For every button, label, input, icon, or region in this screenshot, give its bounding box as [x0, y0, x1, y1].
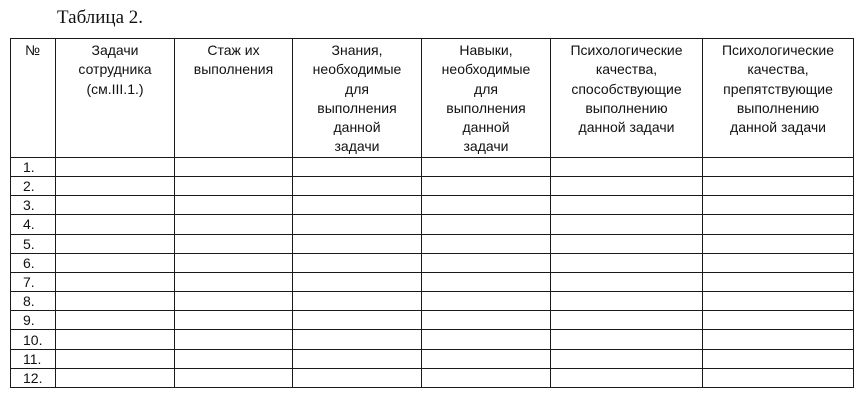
empty-cell [703, 292, 854, 311]
header-line: выполнению [585, 99, 668, 116]
empty-cell [422, 234, 551, 253]
header-line: препятствующие [723, 80, 833, 97]
empty-cell [703, 215, 854, 234]
table-row [11, 234, 854, 253]
header-line: выполнения [193, 61, 274, 78]
row-number: 8. [11, 292, 56, 311]
empty-cell [56, 176, 175, 195]
empty-cell [56, 292, 175, 311]
empty-cell [56, 272, 175, 291]
empty-cell [175, 234, 293, 253]
empty-cell [551, 253, 703, 272]
empty-cell [422, 196, 551, 215]
empty-cell [56, 349, 175, 368]
empty-cell [56, 330, 175, 349]
empty-cell [56, 234, 175, 253]
empty-cell [56, 368, 175, 387]
empty-cell [293, 253, 422, 272]
col-header-hindering-qualities [703, 39, 854, 158]
empty-cell [56, 157, 175, 176]
col-header-knowledge [293, 39, 422, 158]
header-line: для [345, 80, 369, 97]
empty-cell [422, 292, 551, 311]
empty-cell [422, 176, 551, 195]
row-number: 10. [11, 330, 56, 349]
empty-cell [175, 311, 293, 330]
empty-cell [175, 253, 293, 272]
empty-cell [293, 215, 422, 234]
empty-cell [175, 176, 293, 195]
empty-cell [175, 368, 293, 387]
empty-cell [56, 215, 175, 234]
row-number: 4. [11, 215, 56, 234]
empty-cell [293, 349, 422, 368]
empty-cell [703, 330, 854, 349]
header-line: необходимые [441, 61, 531, 78]
empty-cell [551, 349, 703, 368]
empty-cell [551, 157, 703, 176]
empty-cell [175, 330, 293, 349]
empty-cell [175, 349, 293, 368]
row-number: 6. [11, 253, 56, 272]
table-row [11, 215, 854, 234]
table-row [11, 157, 854, 176]
empty-cell [551, 292, 703, 311]
header-line: сотрудника [78, 61, 152, 78]
header-line: Навыки, [459, 42, 513, 58]
header-line: № [25, 42, 41, 58]
table-row [11, 368, 854, 387]
row-number: 9. [11, 311, 56, 330]
table-caption: Таблица 2. [57, 7, 144, 28]
empty-cell [422, 157, 551, 176]
empty-cell [703, 196, 854, 215]
empty-cell [551, 234, 703, 253]
empty-cell [422, 253, 551, 272]
header-line: данной [333, 119, 381, 136]
empty-cell [175, 272, 293, 291]
empty-cell [175, 157, 293, 176]
empty-cell [56, 311, 175, 330]
table-row [11, 253, 854, 272]
empty-cell [551, 176, 703, 195]
empty-cell [422, 330, 551, 349]
empty-cell [175, 196, 293, 215]
header-line: Психологические [721, 42, 835, 58]
row-number: 3. [11, 196, 56, 215]
empty-cell [551, 215, 703, 234]
empty-cell [293, 311, 422, 330]
empty-cell [175, 215, 293, 234]
row-number: 12. [11, 368, 56, 387]
header-row [11, 39, 854, 158]
table-row [11, 292, 854, 311]
empty-cell [293, 196, 422, 215]
empty-cell [551, 196, 703, 215]
empty-cell [703, 311, 854, 330]
table-body [11, 157, 854, 387]
header-line: данной [462, 119, 510, 136]
empty-cell [293, 330, 422, 349]
row-number: 7. [11, 272, 56, 291]
header-line: Психологические [570, 42, 683, 58]
header-line: выполнению [736, 99, 820, 116]
empty-cell [551, 272, 703, 291]
col-header-skills [422, 39, 551, 158]
row-number: 2. [11, 176, 56, 195]
empty-cell [293, 292, 422, 311]
empty-cell [422, 272, 551, 291]
empty-cell [56, 253, 175, 272]
table-row [11, 196, 854, 215]
header-line: задачи [463, 138, 509, 155]
empty-cell [175, 292, 293, 311]
empty-cell [703, 176, 854, 195]
empty-cell [293, 176, 422, 195]
empty-cell [422, 349, 551, 368]
empty-cell [551, 311, 703, 330]
empty-cell [703, 234, 854, 253]
empty-cell [56, 196, 175, 215]
row-number: 1. [11, 157, 56, 176]
empty-cell [551, 330, 703, 349]
table-row [11, 330, 854, 349]
header-line: Стаж их [207, 42, 260, 58]
empty-cell [422, 215, 551, 234]
empty-cell [703, 349, 854, 368]
data-table [10, 38, 854, 388]
col-header-experience [175, 39, 293, 158]
table-row [11, 349, 854, 368]
empty-cell [422, 368, 551, 387]
header-line: Задачи [91, 42, 139, 58]
empty-cell [293, 368, 422, 387]
table-row [11, 272, 854, 291]
header-line: данной задачи [730, 119, 826, 136]
table-row [11, 176, 854, 195]
col-header-helping-qualities [551, 39, 703, 158]
header-line: для [474, 80, 498, 97]
row-number: 5. [11, 234, 56, 253]
empty-cell [703, 253, 854, 272]
header-line: качества, [747, 61, 809, 78]
header-line: качества, [595, 61, 658, 78]
empty-cell [703, 157, 854, 176]
empty-cell [422, 311, 551, 330]
col-header-tasks [56, 39, 175, 158]
empty-cell [293, 234, 422, 253]
empty-cell [293, 272, 422, 291]
header-line: (см.III.1.) [86, 80, 144, 97]
empty-cell [703, 368, 854, 387]
header-line: способствующие [571, 80, 682, 97]
header-line: Знания, [331, 42, 383, 58]
empty-cell [551, 368, 703, 387]
header-line: выполнения [446, 99, 526, 116]
empty-cell [293, 157, 422, 176]
header-line: выполнения [317, 99, 397, 116]
col-header-number [11, 39, 56, 158]
header-line: данной задачи [578, 119, 675, 136]
empty-cell [703, 272, 854, 291]
header-line: необходимые [312, 61, 402, 78]
table-row [11, 311, 854, 330]
header-line: задачи [334, 138, 380, 155]
row-number: 11. [11, 349, 56, 368]
